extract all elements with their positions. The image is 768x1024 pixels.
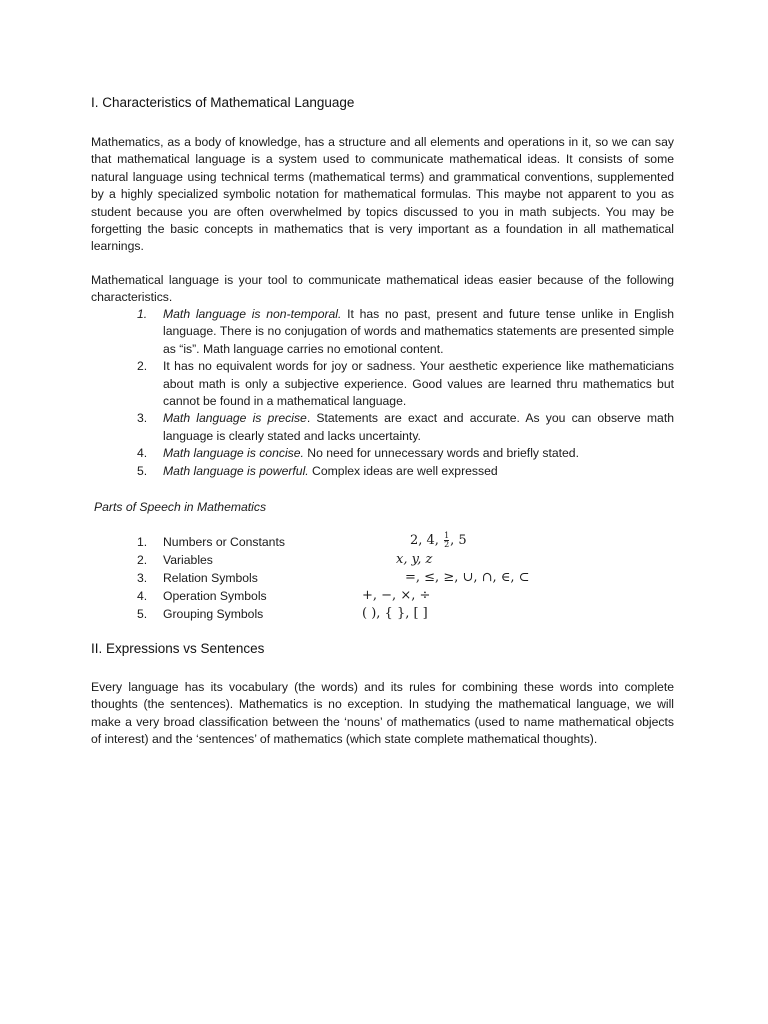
parts-symbols [410, 532, 467, 549]
parts-label: Variables [163, 552, 213, 567]
fraction [444, 532, 449, 549]
parts-symbols: ( ), { }, [ ] [362, 605, 428, 621]
item-number: 2. [137, 359, 148, 374]
parts-label: Grouping Symbols [163, 606, 264, 621]
parts-label: Operation Symbols [163, 588, 267, 603]
parts-symbols: x, y, z [396, 551, 433, 567]
parts-number: 4. [137, 588, 148, 603]
parts-label: Numbers or Constants [163, 535, 285, 549]
item-lead: Math language is precise [163, 411, 307, 426]
parts-row [137, 531, 537, 553]
item-number: 4. [137, 446, 148, 461]
symbols-suffix: , 5 [450, 533, 467, 548]
item-number: 1. [137, 307, 148, 321]
parts-row [137, 571, 537, 589]
parts-row [137, 607, 537, 625]
item-lead: Math language is powerful. [163, 463, 309, 478]
section-1-paragraph-1: Mathematics, as a body of knowledge, has a structure and all elements and operations in it, so we can say that mathematical language is a system used to communicate mathematical ideas. It consists of some natural language using technical terms (mathematical terms) and grammatical conventions, supplemented by a highly specialized symbolic notation for mathematical formulas. This maybe not apparent to you as student because you are often overwhelmed by topics discussed to you in math subjects. You may be forgetting the basic concepts in mathematics that is very important as a foundation in all mathematical learnings. [91, 135, 674, 254]
item-number: 3. [137, 411, 148, 426]
fraction-denominator: 2 [444, 540, 450, 549]
characteristic-item [137, 410, 674, 445]
section-2-paragraph-1: Every language has its vocabulary (the words) and its rules for combining these words into complete thoughts (the sentences). Mathematics is no exception. In studying the mathematical language, we will make a very broad classification between the ‘nouns’ of mathematics (used to name mathematical objects of interest) and the ‘sentences’ of mathematics (which state complete mathematical thoughts). [91, 680, 674, 747]
parts-number: 5. [137, 606, 148, 621]
section-2-heading: II. Expressions vs Sentences [91, 641, 265, 656]
characteristic-item [137, 358, 674, 410]
item-number: 5. [137, 463, 148, 478]
characteristic-item [137, 445, 674, 462]
item-text: It has no past, present and future tense unlike in English language. There is no conjugation of words and mathematics statements are presented simple as “is”. Math language carries no emotional content. [163, 307, 674, 356]
item-text: . Statements are exact and accurate. As you can observe math language is clearly stated and lacks uncertainty. [163, 411, 674, 443]
symbols-prefix: 2, 4, [410, 533, 444, 548]
characteristics-list [137, 306, 674, 480]
characteristic-item [137, 306, 674, 358]
parts-symbols: =, ≤, ≥, ∪, ∩, ∈, ⊂ [405, 569, 530, 585]
parts-symbols: +, −, ×, ÷ [362, 587, 431, 603]
characteristic-item [137, 463, 674, 480]
section-1-paragraph-2: Mathematical language is your tool to communicate mathematical ideas easier because of the following characteristics. [91, 273, 674, 305]
parts-number: 1. [137, 535, 148, 549]
item-text: Complex ideas are well expressed [308, 463, 498, 478]
parts-number: 2. [137, 552, 148, 567]
item-lead: Math language is non-temporal. [163, 307, 342, 321]
parts-of-speech-title: Parts of Speech in Mathematics [94, 500, 267, 514]
fraction-numerator: 1 [444, 531, 450, 540]
parts-label: Relation Symbols [163, 570, 258, 585]
parts-number: 3. [137, 570, 148, 585]
item-text: It has no equivalent words for joy or sadness. Your aesthetic experience like mathematicians about math is only a subjective experience. Good values are learned thru mathematics but cannot be found in a mathematical language. [163, 359, 674, 409]
item-text: No need for unnecessary words and briefly stated. [303, 446, 579, 461]
parts-row [137, 589, 537, 607]
parts-row [137, 553, 537, 571]
parts-of-speech-list [137, 531, 537, 624]
section-1-heading: I. Characteristics of Mathematical Language [91, 95, 355, 110]
item-lead: Math language is concise. [163, 446, 304, 461]
